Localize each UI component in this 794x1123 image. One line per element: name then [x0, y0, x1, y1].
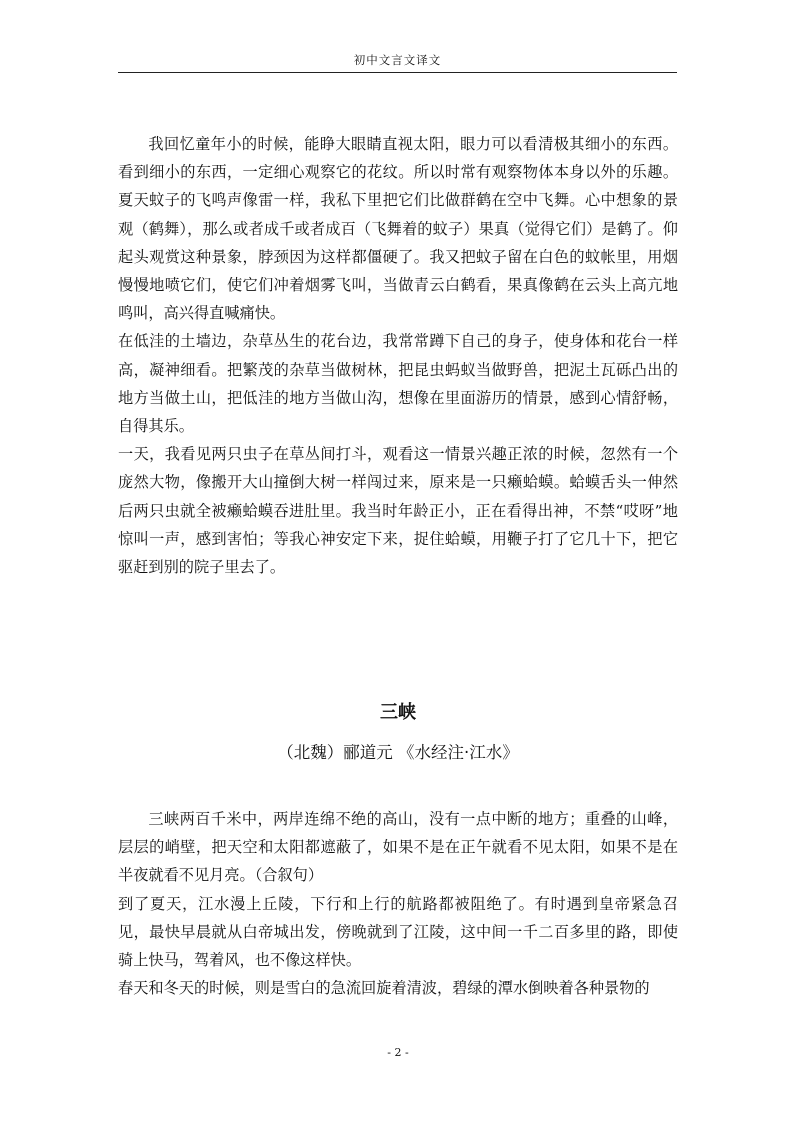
- section-subtitle: （北魏）郦道元 《水经注·江水》: [277, 743, 519, 762]
- paragraph: 三峡两百千米中，两岸连绵不绝的高山，没有一点中断的地方；重叠的山峰，层层的峭壁，把天空和太阳都遮蔽了，如果不是在正午就看不见太阳，如果不是在半夜就看不见月亮。（合叙句）: [118, 810, 678, 885]
- paragraph: 到了夏天，江水漫上丘陵，下行和上行的航路都被阻绝了。有时遇到皇帝紧急召见，最快早晨就从白帝城出发，傍晚就到了江陵，这中间一千二百多里的路，即使骑上快马，驾着风，也不像这样快。: [118, 894, 678, 970]
- paragraph: 我回忆童年小的时候，能睁大眼睛直视太阳，眼力可以看清极其细小的东西。看到细小的东西，一定细心观察它的花纹。所以时常有观察物体本身以外的乐趣。夏天蚊子的飞鸣声像雷一样，我私下里把它们比做群鹤在空中飞舞。心中想象的景观（鹤舞），那么或者成千或者成百（飞舞着的蚊子）果真（觉得它们）是鹤了。仰起头观赏这种景象，脖颈因为这样都僵硬了。我又把蚊子留在白色的蚊帐里，用烟慢慢地喷它们，使它们冲着烟雾飞叫，当做青云白鹤看，果真像鹤在云头上高亢地鸣叫，高兴得直喊痛快。: [118, 135, 678, 323]
- section-three-gorges: [118, 805, 678, 1002]
- page-number: - 2 -: [387, 1046, 409, 1059]
- section-childhood-essay: [118, 130, 678, 581]
- paragraph: 在低洼的土墙边，杂草丛生的花台边，我常常蹲下自己的身子，使身体和花台一样高，凝神细看。把繁茂的杂草当做树林，把昆虫蚂蚁当做野兽，把泥土瓦砾凸出的地方当做土山，把低洼的地方当做山沟，想像在里面游历的情景，感到心情舒畅，自得其乐。: [118, 332, 678, 436]
- header-divider: [118, 72, 677, 73]
- paragraph: 春天和冬天的时候，则是雪白的急流回旋着清波，碧绿的潭水倒映着各种景物的: [118, 979, 650, 998]
- running-header: 初中文言文译文: [353, 53, 442, 67]
- paragraph: 一天，我看见两只虫子在草丛间打斗，观看这一情景兴趣正浓的时候，忽然有一个庞然大物，像搬开大山撞倒大树一样闯过来，原来是一只癞蛤蟆。蛤蟆舌头一伸然后两只虫就全被癞蛤蟆吞进肚里。我当时年龄正小，正在看得出神，不禁“哎呀”地惊叫一声，感到害怕；等我心神安定下来，捉住蛤蟆，用鞭子打了它几十下，把它驱赶到别的院子里去了。: [118, 445, 678, 577]
- section-title: 三峡: [380, 702, 416, 723]
